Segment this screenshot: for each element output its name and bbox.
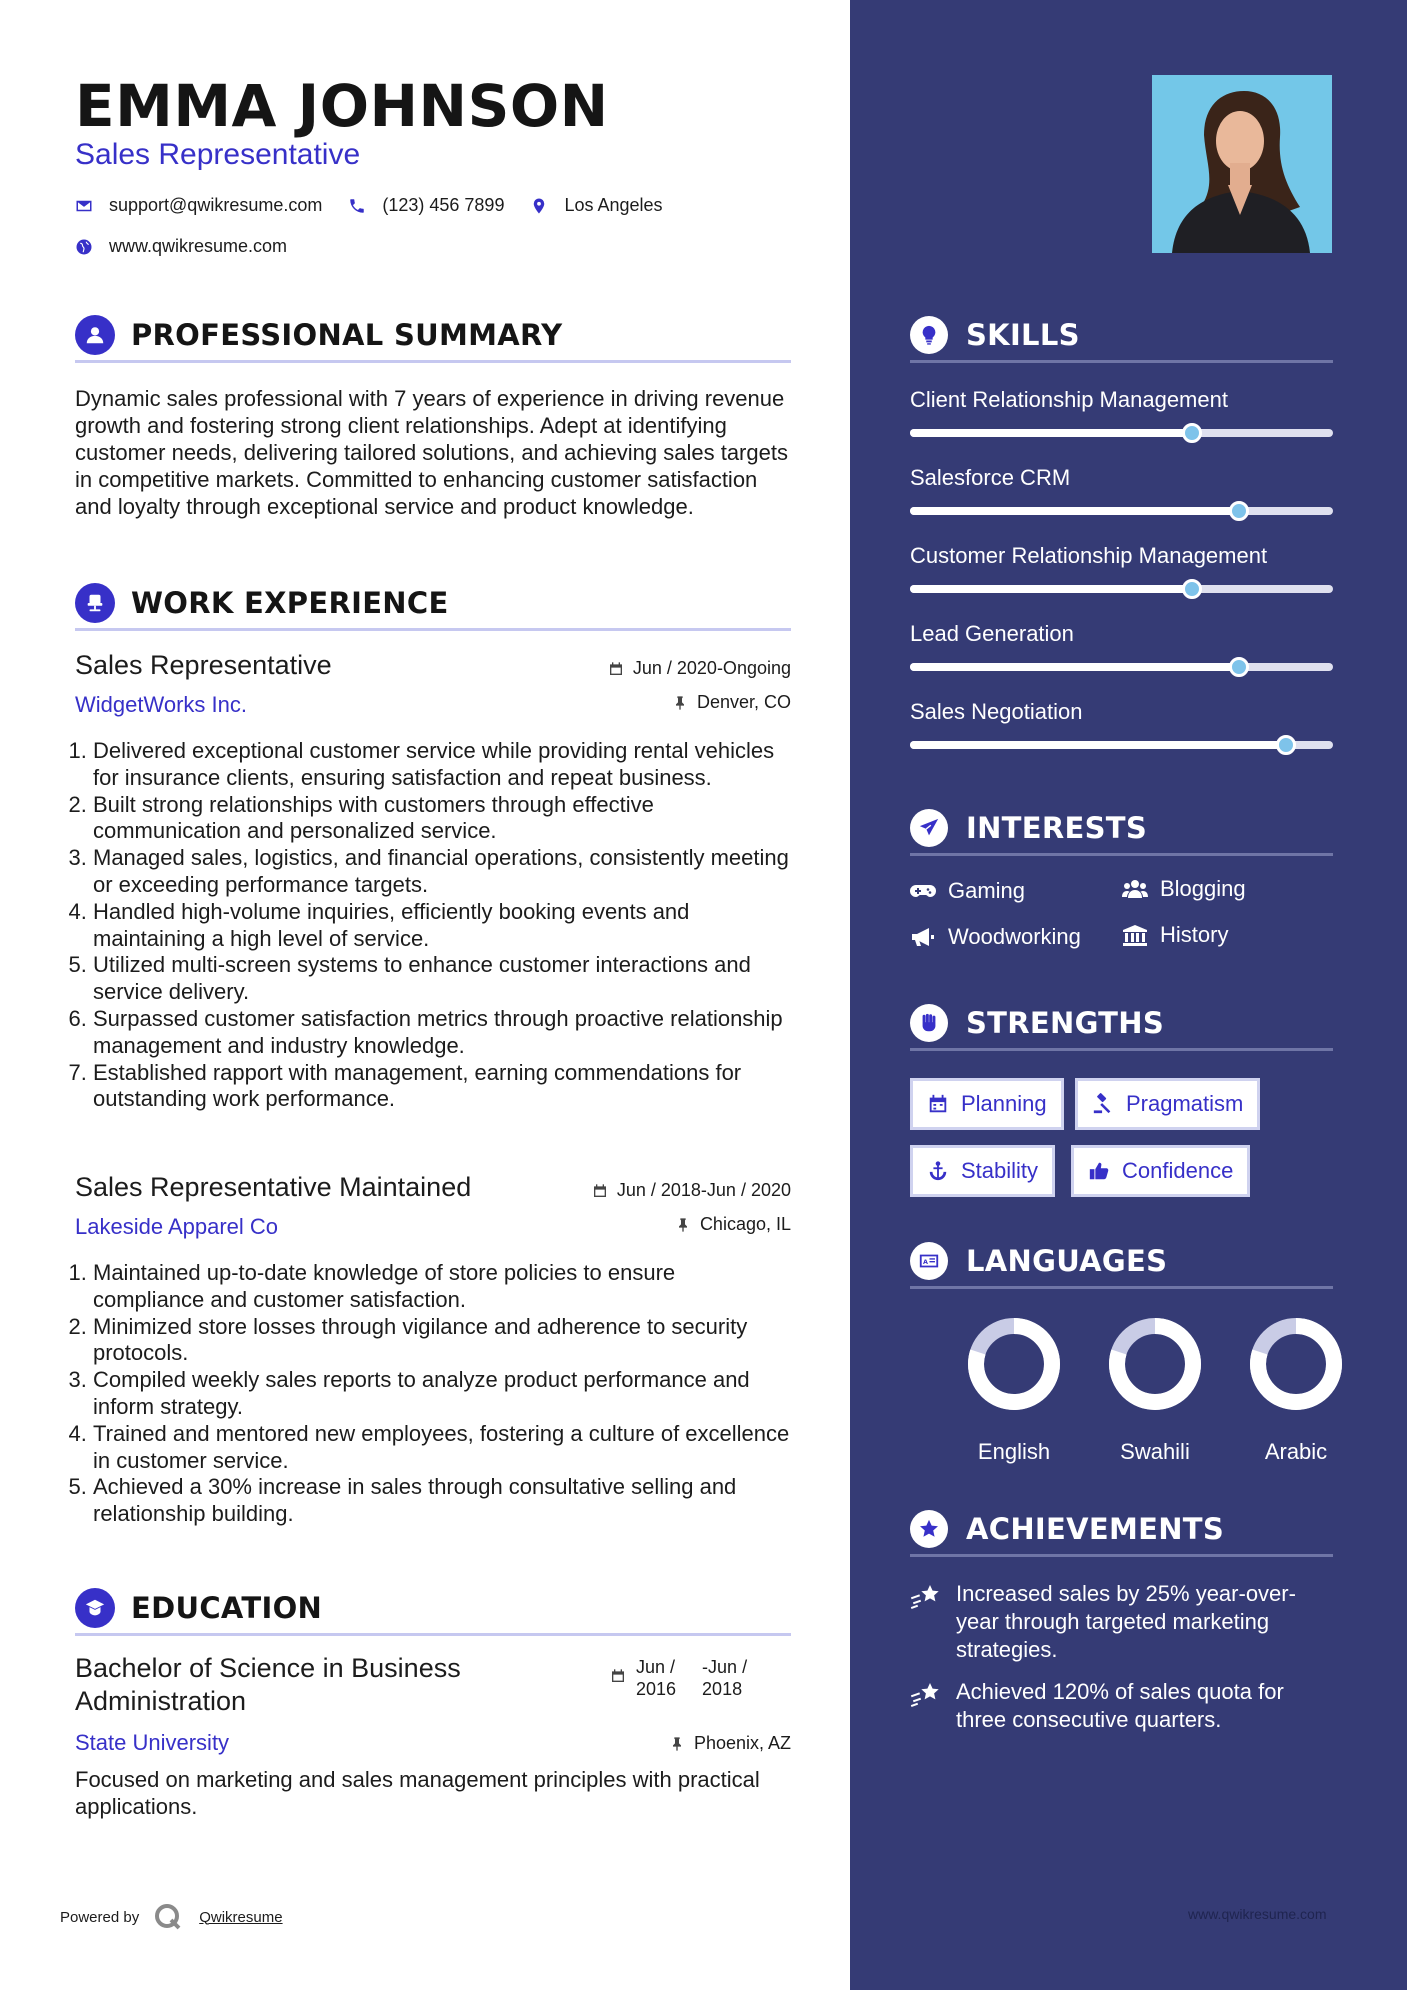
shooting-star-icon: [910, 1680, 942, 1708]
contact-phone[interactable]: [348, 195, 504, 216]
footer-powered: [60, 1902, 283, 1932]
interest-label: Woodworking: [948, 924, 1081, 949]
skill-name: Customer Relationship Management: [910, 543, 1268, 568]
globe-icon: [75, 238, 93, 256]
skill-track: [910, 663, 1333, 671]
skill-track: [910, 507, 1333, 515]
job-bullet: 2. Minimized store losses through vigilance and adherence to security protocols.: [93, 1314, 791, 1368]
footer-site[interactable]: www.qwikresume.com: [1188, 1906, 1327, 1922]
language-ring: [966, 1316, 1062, 1412]
job-bullets: [75, 1260, 791, 1528]
svg-text:A: A: [923, 1257, 929, 1266]
job-date: [608, 658, 791, 679]
calendar-icon: [608, 661, 624, 677]
interest-label: Blogging: [1160, 876, 1246, 901]
paper-plane-icon: [910, 809, 948, 847]
interest-item: [1122, 922, 1228, 948]
job-bullets: [75, 738, 791, 1113]
bullhorn-icon: [910, 926, 936, 948]
job-location-text: Denver, CO: [696, 692, 791, 712]
skills-title: SKILLS: [966, 317, 1080, 352]
interest-item: [910, 878, 1025, 904]
skill-knob: [1276, 735, 1296, 755]
profile-photo: [1152, 75, 1332, 253]
job-company: WidgetWorks Inc.: [75, 692, 247, 717]
achievement-item: [910, 1580, 1333, 1664]
interest-item: [1122, 876, 1246, 902]
job-company: Lakeside Apparel Co: [75, 1214, 279, 1239]
skill-track: [910, 585, 1333, 593]
skill-item: [910, 621, 1333, 671]
job-entry: [75, 1172, 791, 1528]
job-bullet: 3. Managed sales, logistics, and financial operations, consistently meeting or exceeding performance targets.: [93, 845, 791, 899]
contact-website[interactable]: [75, 236, 287, 257]
phone-text: (123) 456 7899: [382, 195, 505, 215]
pin-icon: [669, 1736, 685, 1752]
thumbs-up-icon: [1088, 1160, 1110, 1182]
experience-title: WORK EXPERIENCE: [131, 585, 449, 620]
fist-icon: [910, 1004, 948, 1042]
pin-icon: [675, 1217, 691, 1233]
achievement-item: [910, 1678, 1333, 1734]
end-year: 2018: [702, 1679, 743, 1699]
job-bullet: 7. Established rapport with management, earning commendations for outstanding work performance.: [93, 1060, 791, 1114]
job-entry: [75, 650, 791, 1113]
skill-fill: [910, 507, 1239, 515]
interests-title: INTERESTS: [966, 810, 1148, 845]
achievement-text: Achieved 120% of sales quota for three consecutive quarters.: [956, 1679, 1284, 1732]
strengths-heading: [910, 997, 1333, 1051]
job-date-text: Jun / 2018-Jun / 2020: [616, 1180, 791, 1200]
language-icon: [910, 1242, 948, 1280]
office-chair-icon: [75, 583, 115, 623]
job-title: Sales Representative: [75, 650, 332, 680]
contact-row-2: [75, 236, 313, 257]
education-title: EDUCATION: [131, 1590, 323, 1625]
skill-name: Sales Negotiation: [910, 699, 1083, 724]
star-badge-icon: [910, 1510, 948, 1548]
language-ring: [1248, 1316, 1344, 1412]
start-month: Jun /: [636, 1657, 676, 1677]
job-bullet: 1. Maintained up-to-date knowledge of store policies to ensure compliance and customer satisfaction.: [93, 1260, 791, 1314]
strengths-title: STRENGTHS: [966, 1005, 1165, 1040]
skill-knob: [1182, 423, 1202, 443]
strength-label: Pragmatism: [1126, 1091, 1244, 1116]
email-text: support@qwikresume.com: [109, 195, 323, 215]
job-bullet: 1. Delivered exceptional customer service while providing rental vehicles for insurance clients, ensuring satisfaction and repeat business.: [93, 738, 791, 792]
education-heading: [75, 1582, 791, 1636]
job-bullet: 5. Achieved a 30% increase in sales through consultative selling and relationship building.: [93, 1474, 791, 1528]
contact-location: [530, 195, 662, 216]
lightbulb-icon: [910, 316, 948, 354]
education-dates: [610, 1656, 773, 1700]
start-year: 2016: [636, 1679, 677, 1699]
job-location-text: Chicago, IL: [699, 1214, 791, 1234]
strength-chip: [910, 1078, 1064, 1130]
skill-item: [910, 465, 1333, 515]
powered-by-text: Powered by: [60, 1908, 140, 1926]
contact-email[interactable]: [75, 195, 322, 216]
skill-knob: [1229, 657, 1249, 677]
language-item: [1105, 1316, 1205, 1465]
job-bullet: 2. Built strong relationships with customers through effective communication and personalized service.: [93, 792, 791, 846]
education-end: [702, 1656, 747, 1700]
job-bullet: 4. Handled high-volume inquiries, efficiently booking events and maintaining a high level of service.: [93, 899, 791, 953]
website-text: www.qwikresume.com: [109, 236, 288, 256]
language-name: Swahili: [1120, 1439, 1190, 1464]
contact-row: [75, 195, 689, 216]
degree-title: Bachelor of Science in Business Administration: [75, 1653, 461, 1716]
user-icon: [75, 315, 115, 355]
strength-label: Planning: [961, 1091, 1047, 1116]
candidate-name: EMMA JOHNSON: [75, 72, 609, 140]
landmark-icon: [1122, 924, 1148, 946]
skill-item: [910, 699, 1333, 749]
phone-icon: [348, 197, 366, 215]
job-date: [592, 1180, 791, 1201]
job-date-text: Jun / 2020-Ongoing: [632, 658, 791, 678]
qwikresume-link[interactable]: Qwikresume: [199, 1908, 283, 1926]
education-start: [636, 1656, 676, 1700]
experience-heading: [75, 577, 791, 631]
envelope-icon: [75, 197, 93, 215]
skill-fill: [910, 663, 1239, 671]
qwikresume-logo-icon: [153, 1902, 183, 1932]
location-text: Los Angeles: [564, 195, 663, 215]
users-icon: [1122, 878, 1148, 900]
school-name: State University: [75, 1730, 230, 1755]
skill-track: [910, 429, 1333, 437]
strength-label: Confidence: [1122, 1158, 1234, 1183]
achievement-text: Increased sales by 25% year-over-year through targeted marketing strategies.: [956, 1581, 1296, 1662]
education-location: [669, 1733, 791, 1754]
languages-title: LANGUAGES: [966, 1243, 1168, 1278]
strength-label: Stability: [961, 1158, 1039, 1183]
skill-fill: [910, 585, 1192, 593]
skill-name: Client Relationship Management: [910, 387, 1228, 412]
job-location: [675, 1214, 791, 1235]
languages-heading: [910, 1235, 1333, 1289]
job-title: Sales Representative Maintained: [75, 1172, 472, 1202]
skill-item: [910, 387, 1333, 437]
map-marker-icon: [530, 197, 548, 215]
summary-text: Dynamic sales professional with 7 years of experience in driving revenue growth and fostering strong client relationships. Adept at identifying customer needs, delivering tailored solutions, and achieving sales targets in competitive markets. Committed to enhancing customer satisfaction and loyalty through exceptional service and product knowledge.: [75, 386, 788, 519]
achievements-title: ACHIEVEMENTS: [966, 1511, 1225, 1546]
skill-name: Salesforce CRM: [910, 465, 1071, 490]
strength-chip: [1075, 1078, 1260, 1130]
job-bullet: 3. Compiled weekly sales reports to analyze product performance and inform strategy.: [93, 1367, 791, 1421]
summary-title: PROFESSIONAL SUMMARY: [131, 317, 563, 352]
achievements-heading: [910, 1503, 1333, 1557]
gavel-icon: [1092, 1093, 1114, 1115]
calendar-icon: [610, 1668, 626, 1684]
interest-label: Gaming: [948, 878, 1026, 903]
anchor-icon: [927, 1160, 949, 1182]
skill-knob: [1229, 501, 1249, 521]
skill-track: [910, 741, 1333, 749]
skill-fill: [910, 429, 1192, 437]
job-bullet: 5. Utilized multi-screen systems to enhance customer interactions and service delivery.: [93, 952, 791, 1006]
education-location-text: Phoenix, AZ: [693, 1733, 791, 1753]
job-bullet: 6. Surpassed customer satisfaction metrics through proactive relationship management and industry knowledge.: [93, 1006, 791, 1060]
language-item: [964, 1316, 1064, 1465]
skill-name: Lead Generation: [910, 621, 1074, 646]
sidebar: [850, 0, 1407, 1990]
pin-icon: [672, 695, 688, 711]
language-ring: [1107, 1316, 1203, 1412]
skill-item: [910, 543, 1333, 593]
calendar-icon: [592, 1183, 608, 1199]
language-item: [1246, 1316, 1346, 1465]
education-description: Focused on marketing and sales management principles with practical applications.: [75, 1767, 760, 1819]
strength-chip: [1071, 1145, 1250, 1197]
calendar-icon: [927, 1093, 949, 1115]
job-location: [672, 692, 791, 713]
gamepad-icon: [910, 880, 936, 902]
strength-chip: [910, 1145, 1055, 1197]
skill-fill: [910, 741, 1286, 749]
language-name: Arabic: [1264, 1439, 1328, 1464]
summary-heading: [75, 309, 791, 363]
skill-knob: [1182, 579, 1202, 599]
interest-label: History: [1160, 922, 1229, 947]
graduate-icon: [75, 1588, 115, 1628]
shooting-star-icon: [910, 1582, 942, 1610]
candidate-title: Sales Representative: [75, 138, 361, 171]
language-name: English: [977, 1439, 1051, 1464]
job-bullet: 4. Trained and mentored new employees, fostering a culture of excellence in customer service.: [93, 1421, 791, 1475]
end-month: -Jun /: [702, 1657, 748, 1677]
interests-heading: [910, 802, 1333, 856]
skills-heading: [910, 309, 1333, 363]
interest-item: [910, 924, 1081, 950]
